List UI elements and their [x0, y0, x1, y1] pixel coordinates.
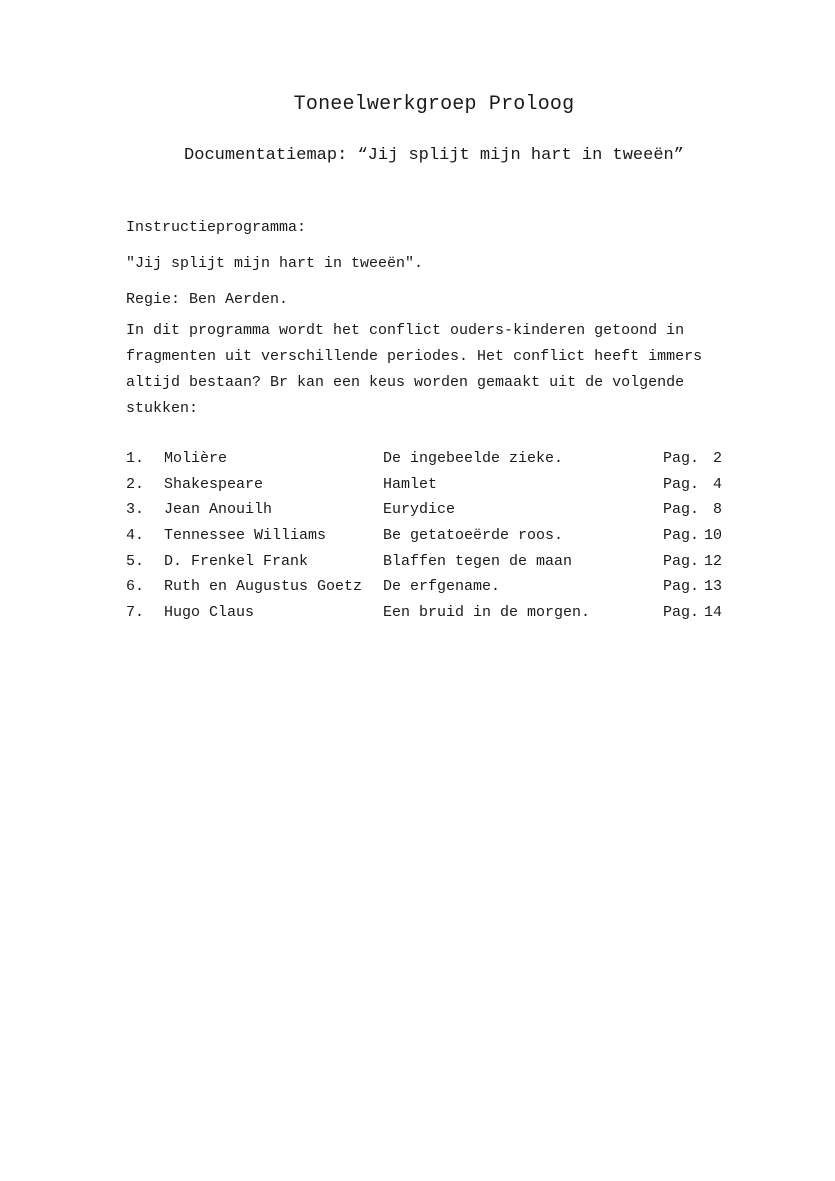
toc-page-number: 10: [703, 527, 722, 545]
toc-page-label: Pag.: [663, 527, 700, 545]
toc-work: De erfgename.: [383, 578, 501, 596]
toc-work: Een bruid in de morgen.: [383, 604, 591, 622]
toc-page-number: 2: [712, 450, 722, 467]
toc-number: 4.: [126, 527, 145, 545]
toc-author: Tennessee Williams: [164, 527, 327, 545]
toc-author: D. Frenkel Frank: [164, 552, 309, 570]
toc-row: [126, 574, 726, 600]
program-label: Instructieprogramma:: [126, 219, 307, 236]
toc-row: [126, 497, 726, 523]
toc-page-number: 8: [712, 501, 722, 519]
description-paragraph: [126, 318, 726, 422]
description-line: In dit programma wordt het conflict ouders-kinderen getoond in: [126, 322, 685, 339]
document-title: Toneelwerkgroep Proloog: [293, 93, 575, 116]
toc-row: [126, 446, 726, 472]
toc-page-number: 4: [712, 475, 722, 493]
toc-author: Shakespeare: [164, 475, 264, 493]
toc-number: 6.: [126, 578, 145, 596]
toc-row: [126, 472, 726, 498]
toc-number: 7.: [126, 604, 145, 622]
toc-page-label: Pag.: [663, 501, 700, 519]
description-line: fragmenten uit verschillende periodes. Het conflict heeft immers: [126, 348, 703, 365]
toc-row: [126, 549, 726, 575]
table-of-contents: [126, 446, 726, 626]
toc-author: Ruth en Augustus Goetz: [164, 578, 363, 596]
toc-page-number: 12: [703, 552, 722, 570]
description-line: stukken:: [126, 400, 199, 417]
toc-page-label: Pag.: [663, 450, 700, 467]
toc-row: [126, 600, 726, 626]
toc-page-number: 14: [703, 604, 722, 622]
toc-page-number: 13: [703, 578, 722, 596]
toc-page-label: Pag.: [663, 578, 700, 596]
toc-work: Blaffen tegen de maan: [383, 552, 573, 570]
toc-number: 1.: [126, 450, 145, 467]
toc-author: Jean Anouilh: [164, 501, 273, 519]
director-line: Regie: Ben Aerden.: [126, 291, 289, 308]
document-subtitle: Documentatiemap: “Jij splijt mijn hart in tweeën”: [184, 146, 684, 165]
program-title: "Jij splijt mijn hart in tweeën".: [126, 255, 424, 272]
toc-work: De ingebeelde zieke.: [383, 450, 564, 467]
toc-row: [126, 523, 726, 549]
toc-author: Molière: [164, 450, 228, 467]
toc-number: 5.: [126, 552, 145, 570]
description-line: altijd bestaan? Br kan een keus worden gemaakt uit de volgende: [126, 374, 685, 391]
toc-number: 2.: [126, 475, 145, 493]
toc-work: Be getatoeërde roos.: [383, 527, 564, 545]
toc-page-label: Pag.: [663, 604, 700, 622]
toc-page-label: Pag.: [663, 552, 700, 570]
toc-page-label: Pag.: [663, 475, 700, 493]
toc-work: Hamlet: [383, 475, 438, 493]
toc-number: 3.: [126, 501, 145, 519]
toc-author: Hugo Claus: [164, 604, 255, 622]
toc-work: Eurydice: [383, 501, 456, 519]
